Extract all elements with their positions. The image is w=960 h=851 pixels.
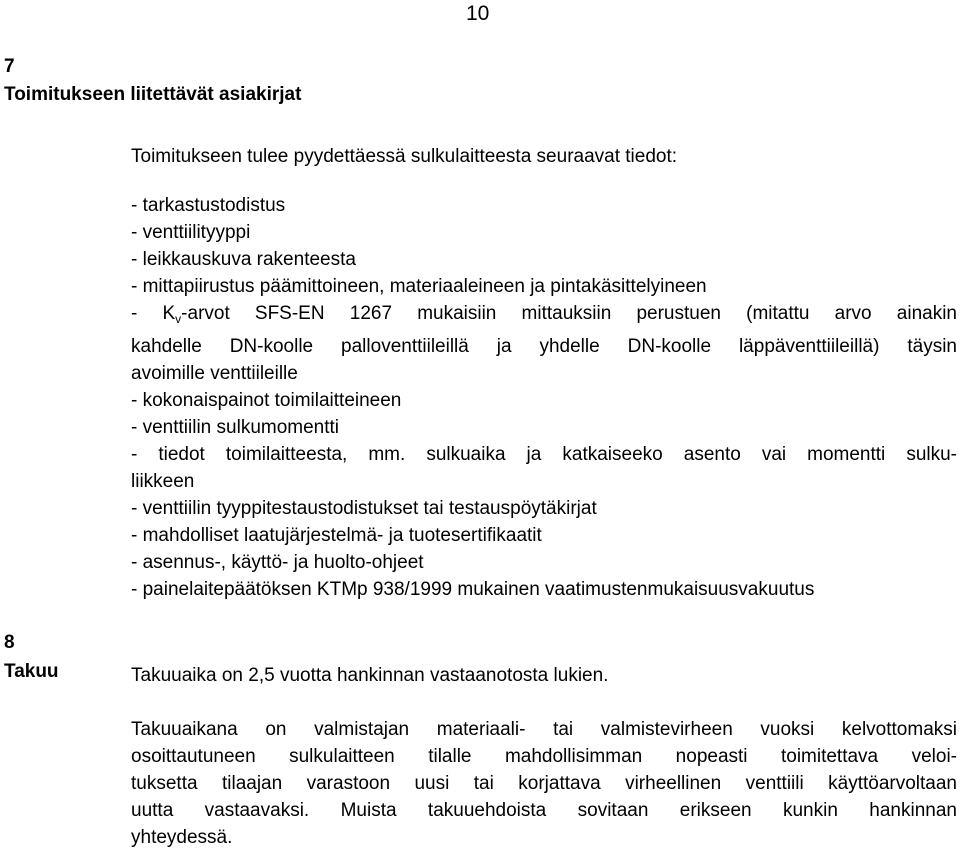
section-7-number: 7	[4, 56, 15, 77]
section-8-number: 8	[4, 632, 15, 653]
section-7-list	[131, 192, 957, 603]
list-item: - kokonaispainot toimilaitteineen	[131, 390, 402, 411]
section-7-intro: Toimitukseen tulee pyydettäessä sulkulaitteesta seuraavat tiedot:	[131, 146, 678, 167]
section-7-title: Toimitukseen liitettävät asiakirjat	[4, 84, 302, 105]
para-line: tuksetta tilaajan varastoon uusi tai korjattava virheellinen venttiili käyttöarvoltaan	[131, 773, 957, 794]
list-item: - venttiilin sulkumomentti	[131, 417, 340, 438]
list-item-kv-line3: avoimille venttiileille	[131, 363, 298, 384]
list-item-kv-line2: kahdelle DN-koolle palloventtiileillä ja yhdelle DN-koolle läppäventtiileillä) täysin	[131, 336, 957, 357]
section-8-para1: Takuuaika on 2,5 vuotta hankinnan vastaanotosta lukien.	[131, 665, 609, 686]
kv-prefix: - K	[131, 303, 176, 324]
list-item: - venttiilityyppi	[131, 222, 251, 243]
list-item: - venttiilin tyyppitestaustodistukset tai testauspöytäkirjat	[131, 498, 597, 519]
para-line: Takuuaikana on valmistajan materiaali- tai valmistevirheen vuoksi kelvottomaksi	[131, 719, 957, 740]
list-item: - mahdolliset laatujärjestelmä- ja tuotesertifikaatit	[131, 525, 542, 546]
para-line: yhteydessä.	[131, 827, 233, 848]
list-item: - mittapiirustus päämittoineen, materiaaleineen ja pintakäsittelyineen	[131, 276, 707, 297]
list-item: - painelaitepäätöksen KTMp 938/1999 mukainen vaatimustenmukaisuusvakuutus	[131, 579, 815, 600]
list-item-tiedot-line2: liikkeen	[131, 471, 195, 492]
list-item: - leikkauskuva rakenteesta	[131, 249, 356, 270]
list-item-tiedot-line1: - tiedot toimilaitteesta, mm. sulkuaika ja katkaiseeko asento vai momentti sulku-	[131, 444, 957, 465]
list-item: - tarkastustodistus	[131, 195, 286, 216]
para-line: uutta vastaavaksi. Muista takuuehdoista sovitaan erikseen kunkin hankinnan	[131, 800, 957, 821]
kv-subscript: v	[175, 312, 182, 326]
para-line: osoittautuneen sulkulaitteen tilalle mahdollisimman nopeasti toimitettava veloi-	[131, 746, 957, 767]
section-8-title: Takuu	[4, 661, 59, 682]
page-number: 10	[466, 2, 490, 25]
list-item: - asennus-, käyttö- ja huolto-ohjeet	[131, 552, 424, 573]
kv-line1-rest: -arvot SFS-EN 1267 mukaisiin mittauksiin perustuen (mitattu arvo ainakin	[181, 303, 957, 324]
section-8-para2	[131, 716, 957, 851]
list-item-kv-values	[131, 300, 957, 333]
